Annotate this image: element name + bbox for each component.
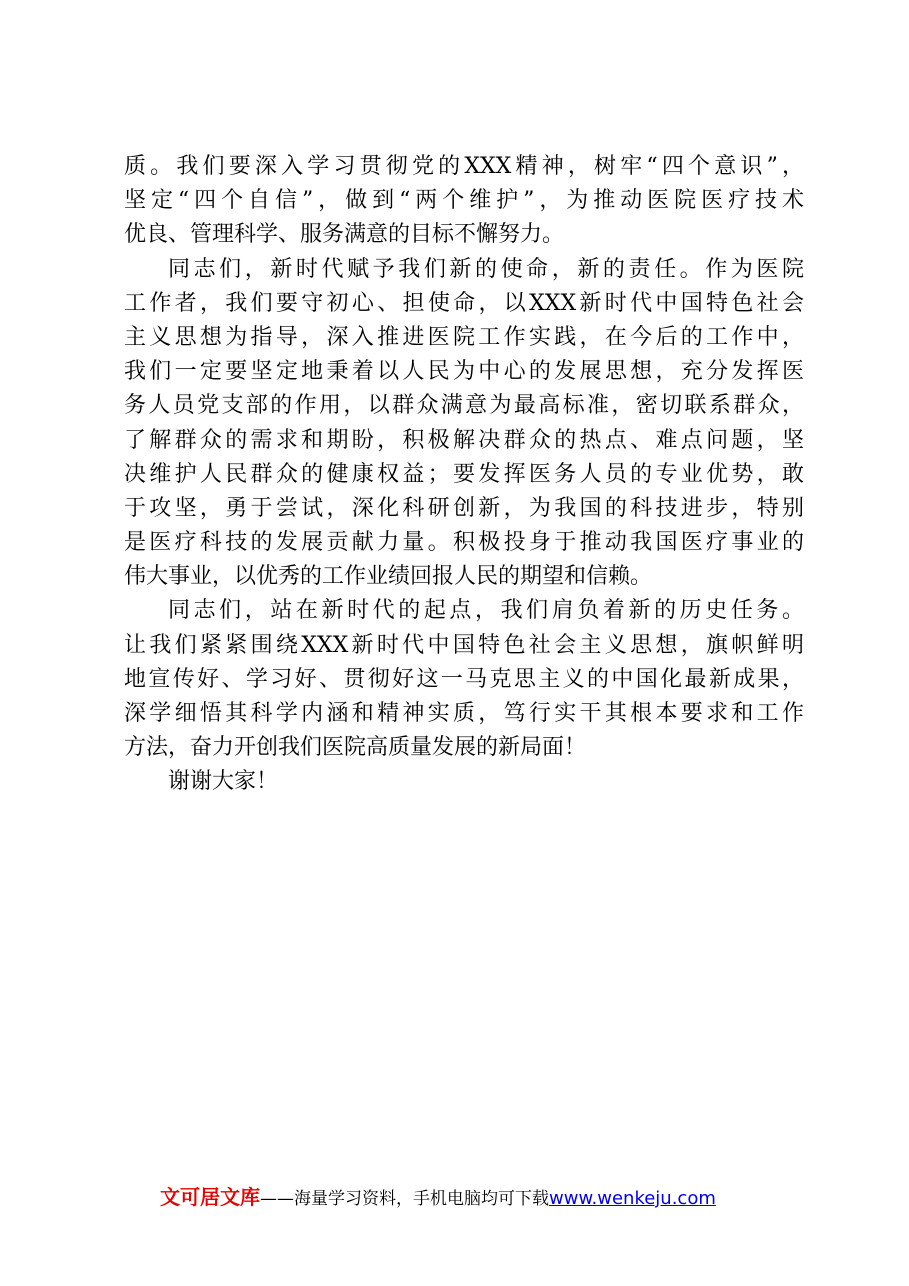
text-line: 工作者，我们要守初心、担使命，以XXX新时代中国特色社会 — [124, 290, 804, 316]
paragraph-first-line: 同志们，新时代赋予我们新的使命，新的责任。作为医院 — [168, 256, 804, 282]
footer-link[interactable]: www.wenkeju.com — [549, 1188, 716, 1209]
document-body — [124, 150, 804, 800]
text-line: 坚定“四个自信”，做到“两个维护”，为推动医院医疗技术 — [124, 188, 804, 214]
text-line: 深学细悟其科学内涵和精神实质，笃行实干其根本要求和工作 — [124, 701, 804, 726]
text-line: 优良、管理科学、服务满意的目标不懈努力。 — [124, 222, 565, 248]
text-line: 伟大事业，以优秀的工作业绩回报人民的期望和信赖。 — [124, 564, 653, 590]
text-line: 务人员党支部的作用，以群众满意为最高标准，密切联系群众， — [124, 393, 804, 419]
text-line: 主义思想为指导，深入推进医院工作实践，在今后的工作中， — [124, 324, 804, 350]
text-line: 了解群众的需求和期盼，积极解决群众的热点、难点问题，坚 — [124, 427, 804, 453]
text-line: 于攻坚，勇于尝试，深化科研创新，为我国的科技进步，特别 — [124, 495, 804, 521]
footer-brand: 文可居文库 — [160, 1185, 260, 1209]
text-line: 方法，奋力开创我们医院高质量发展的新局面！ — [124, 735, 587, 761]
text-line: 让我们紧紧围绕XXX新时代中国特色社会主义思想，旗帜鲜明 — [124, 632, 804, 658]
text-line: 我们一定要坚定地秉着以人民为中心的发展思想，充分发挥医 — [124, 359, 804, 385]
text-line: 决维护人民群众的健康权益；要发挥医务人员的专业优势，敢 — [124, 461, 804, 487]
text-line: 是医疗科技的发展贡献力量。积极投身于推动我国医疗事业的 — [124, 530, 804, 556]
closing-line: 谢谢大家！ — [168, 769, 279, 795]
text-line: 质。我们要深入学习贯彻党的XXX精神，树牢“四个意识”， — [124, 154, 804, 179]
footer-tagline: ——海量学习资料，手机电脑均可下载 — [260, 1189, 549, 1209]
paragraph-first-line: 同志们，站在新时代的起点，我们肩负着新的历史任务。 — [168, 598, 804, 624]
footer-banner — [160, 1182, 800, 1212]
text-line: 地宣传好、学习好、贯彻好这一马克思主义的中国化最新成果， — [124, 666, 804, 692]
